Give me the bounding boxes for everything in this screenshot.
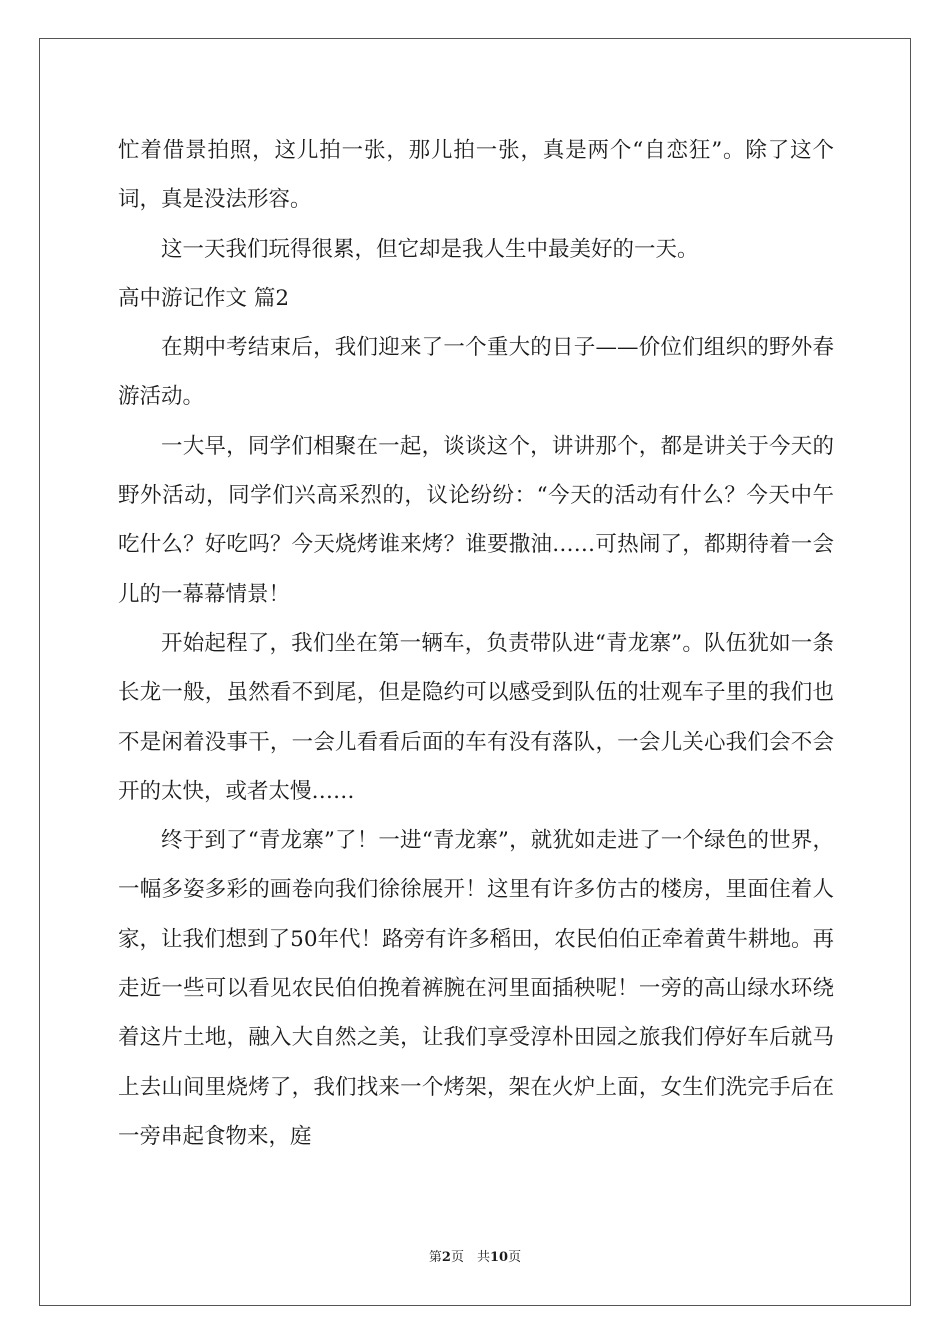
footer-total-pages: 10 xyxy=(489,1250,509,1265)
document-body xyxy=(118,126,834,1161)
paragraph: 终于到了“青龙寨”了！一进“青龙寨”，就犹如走进了一个绿色的世界，一幅多姿多彩的画卷向我们徐徐展开！这里有许多仿古的楼房，里面住着人家，让我们想到了50年代！路旁有许多稻田，农民伯伯正牵着黄牛耕地。再走近一些可以看见农民伯伯挽着裤腕在河里面插秧呢！一旁的高山绿水环绕着这片土地，融入大自然之美，让我们享受淳朴田园之旅我们停好车后就马上去山间里烧烤了，我们找来一个烤架，架在火炉上面，女生们洗完手后在一旁串起食物来，庭 xyxy=(118,828,834,1149)
paragraph: 开始起程了，我们坐在第一辆车，负责带队进“青龙寨”。队伍犹如一条长龙一般，虽然看不到尾，但是隐约可以感受到队伍的壮观车子里的我们也不是闲着没事干，一会儿看看后面的车有没有落队，一会儿关心我们会不会开的太快，或者太慢…… xyxy=(118,630,834,804)
footer-current-page: 2 xyxy=(441,1250,451,1265)
footer-prefix: 第 xyxy=(428,1250,442,1265)
section-heading: 高中游记作文 篇2 xyxy=(118,285,290,311)
paragraph: 这一天我们玩得很累，但它却是我人生中最美好的一天。 xyxy=(161,236,699,262)
paragraph-continuation: 忙着借景拍照，这儿拍一张，那儿拍一张，真是两个“自恋狂”。除了这个词，真是没法形容。 xyxy=(118,138,834,213)
footer-suffix: 页 xyxy=(508,1250,522,1265)
page-footer xyxy=(0,1246,950,1265)
paragraph: 一大早，同学们相聚在一起，谈谈这个，讲讲那个，都是讲关于今天的野外活动，同学们兴高采烈的，议论纷纷：“今天的活动有什么？今天中午吃什么？好吃吗？今天烧烤谁来烤？谁要撒油……可热闹了，都期待着一会儿的一幕幕情景！ xyxy=(118,433,834,607)
paragraph: 在期中考结束后，我们迎来了一个重大的日子——价位们组织的野外春游活动。 xyxy=(118,335,834,410)
footer-mid: 页 共 xyxy=(450,1250,490,1265)
